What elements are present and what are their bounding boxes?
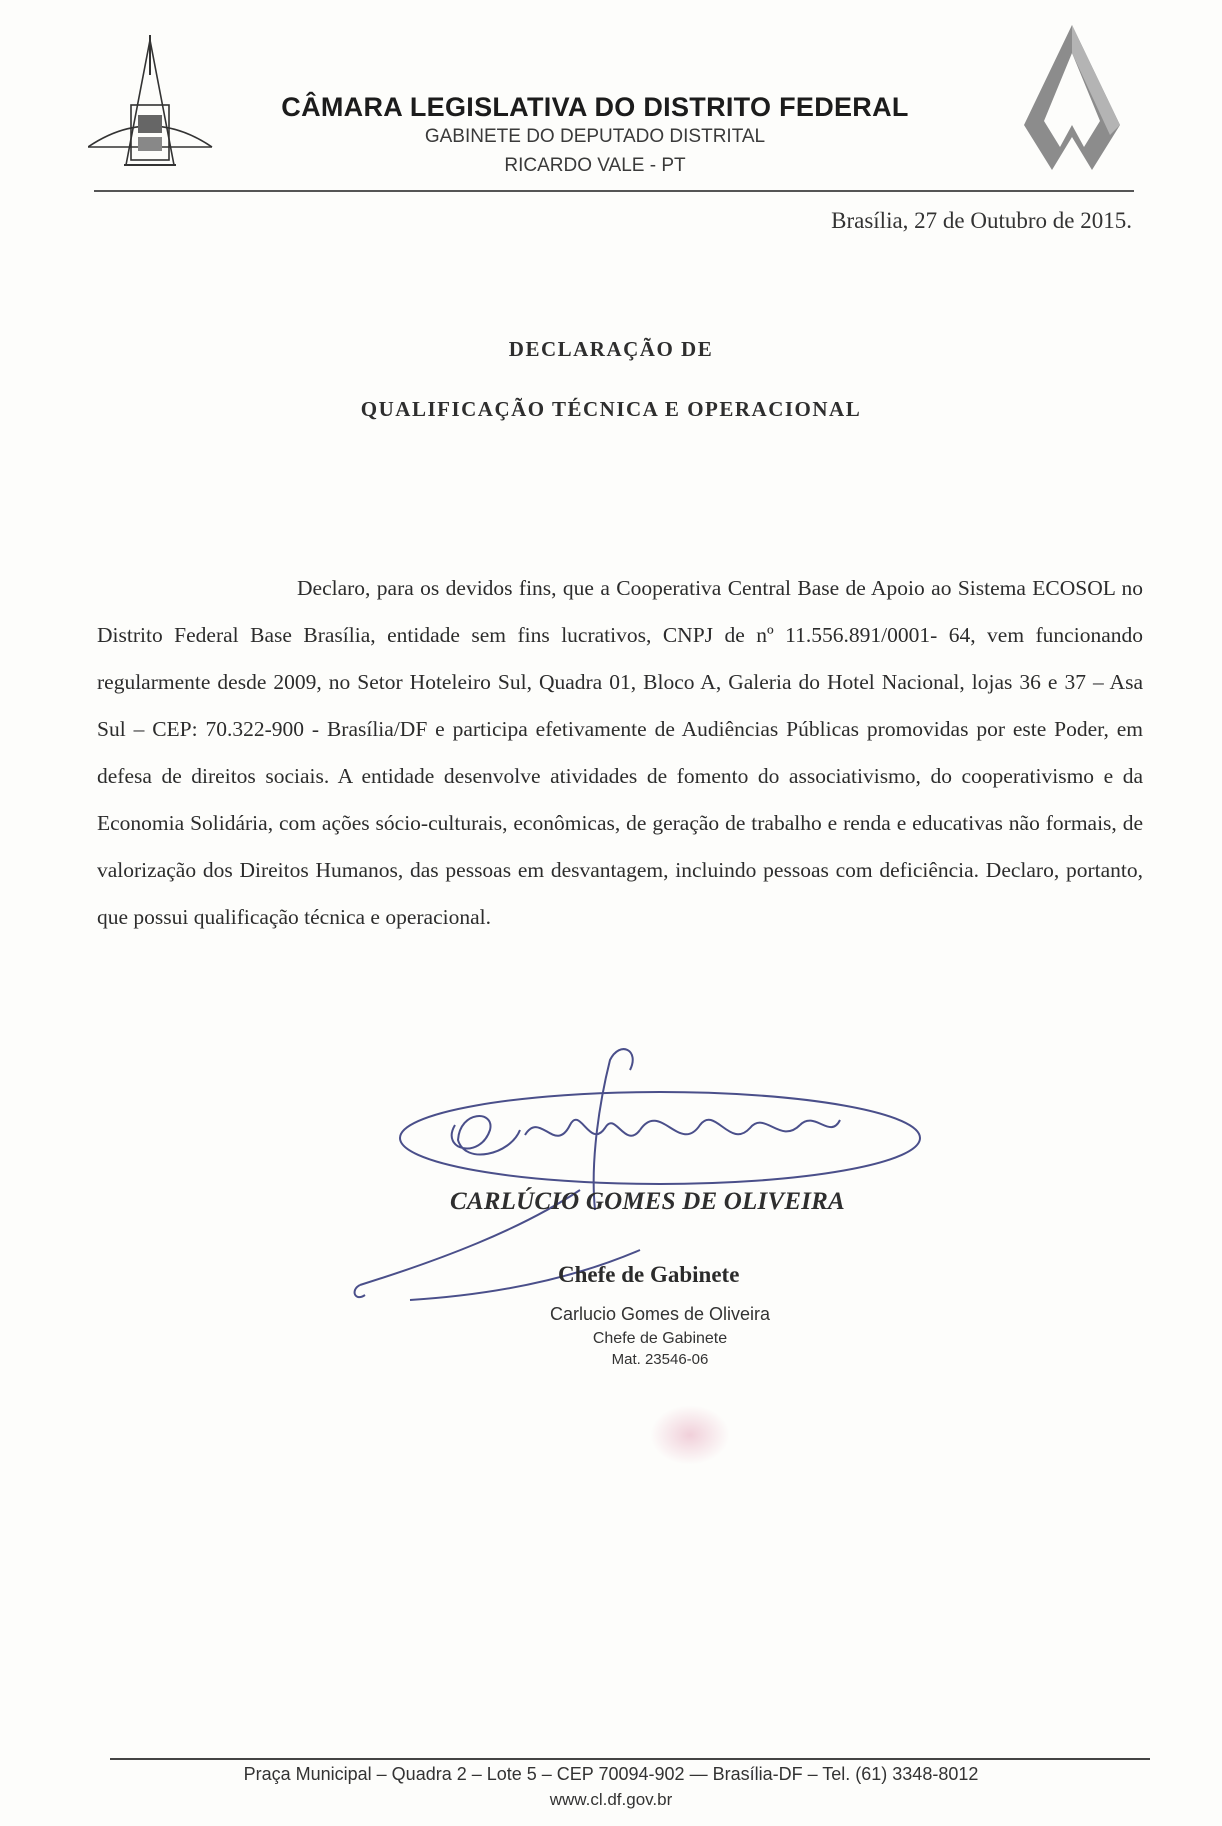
stamp-role: Chefe de Gabinete <box>592 1330 728 1347</box>
deputy-subtitle: RICARDO VALE - PT <box>504 155 686 176</box>
signatory-role: Chefe de Gabinete <box>558 1262 740 1287</box>
building-crest-icon <box>88 35 213 180</box>
footer-divider <box>110 1758 1150 1760</box>
header-divider <box>94 190 1134 192</box>
chevron-logo-icon <box>1020 25 1125 175</box>
stamp-registration: Mat. 23546-06 <box>611 1351 709 1368</box>
ink-smudge <box>650 1405 730 1465</box>
institution-title: CÂMARA LEGISLATIVA DO DISTRITO FEDERAL <box>281 92 909 122</box>
document-date: Brasília, 27 de Outubro de 2015. <box>831 208 1132 233</box>
footer-website: www.cl.df.gov.br <box>549 1790 673 1809</box>
footer-address: Praça Municipal – Quadra 2 – Lote 5 – CEP 70094-902 — Brasília-DF – Tel. (61) 3348-8012 <box>243 1764 979 1784</box>
signatory-name: CARLÚCIO GOMES DE OLIVEIRA <box>450 1188 845 1215</box>
stamp-name: Carlucio Gomes de Oliveira <box>549 1304 771 1324</box>
document-title-line1: DECLARAÇÃO DE <box>508 337 714 361</box>
document-title-line2: QUALIFICAÇÃO TÉCNICA E OPERACIONAL <box>360 397 862 421</box>
office-subtitle: GABINETE DO DEPUTADO DISTRITAL <box>424 126 766 147</box>
declaration-body: Declaro, para os devidos fins, que a Cooperativa Central Base de Apoio ao Sistema ECOSOL no Distrito Federal Base Brasília, entidade sem fins lucrativos, CNPJ de nº 11.556.891/0001- 64, vem funcionando regularmente desde 2009, no Setor Hoteleiro Sul, Quadra 01, Bloco A, Galeria do Hotel Nacional, lojas 36 e 37 – Asa Sul – CEP: 70.322-900 - Brasília/DF e participa efetivamente de Audiências Públicas promovidas por este Poder, em defesa de direitos sociais. A entidade desenvolve atividades de fomento do associativismo, do cooperativismo e da Economia Solidária, com ações sócio-culturais, econômicas, de geração de trabalho e renda e educativas não formais, de valorização dos Direitos Humanos, das pessoas em desvantagem, incluindo pessoas com deficiência. Declaro, portanto, que possui qualificação técnica e operacional. <box>97 576 1143 929</box>
